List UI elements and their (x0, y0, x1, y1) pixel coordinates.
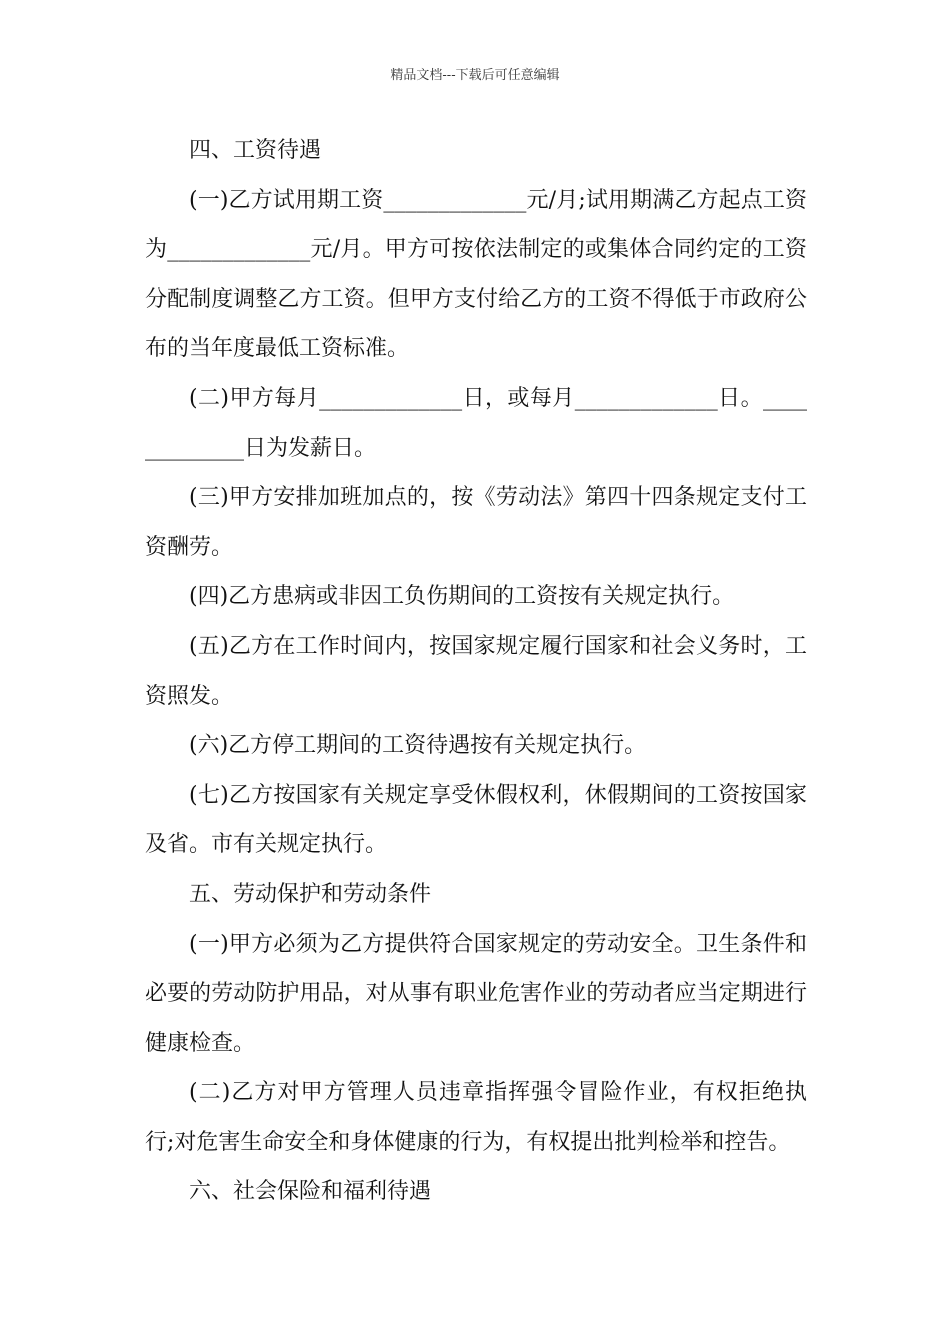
clause-sick-leave: (四)乙方患病或非因工负伤期间的工资按有关规定执行。 (189, 584, 735, 610)
clause-refuse-risky-work: (二)乙方对甲方管理人员违章指挥强令冒险作业，有权拒绝执行;对危害生命安全和身体健康的行为，有权提出批判检举和控告。 (145, 1080, 807, 1155)
clause-vacation: (七)乙方按国家有关规定享受休假权利，休假期间的工资按国家及省。市有关规定执行。 (145, 782, 807, 858)
clause-safety-conditions: (一)甲方必须为乙方提供符合国家规定的劳动安全。卫生条件和必要的劳动防护用品，对从事有职业危害作业的劳动者应当定期进行健康检查。 (145, 931, 807, 1056)
clause-work-stoppage: (六)乙方停工期间的工资待遇按有关规定执行。 (189, 733, 647, 759)
clause-payday: (二)甲方每月_____________日，或每月_____________日。_____________日为发薪日。 (145, 385, 807, 461)
section-heading-wages: 四、工资待遇 (189, 138, 322, 163)
section-heading-labor-protection: 五、劳动保护和劳动条件 (189, 881, 432, 907)
section-heading-social-insurance: 六、社会保险和福利待遇 (189, 1179, 432, 1205)
clause-probation-wage: (一)乙方试用期工资_____________元/月;试用期满乙方起点工资为_____________元/月。甲方可按依法制定的或集体合同约定的工资分配制度调整乙方工资。但甲方支付给乙方的工资不得低于市政府公布的当年度最低工资标准。 (145, 187, 807, 362)
clause-social-duty: (五)乙方在工作时间内，按国家规定履行国家和社会义务时，工资照发。 (145, 633, 807, 709)
clause-overtime: (三)甲方安排加班加点的，按《劳动法》第四十四条规定支付工资酬劳。 (145, 485, 807, 560)
document-body (145, 126, 807, 1217)
page-header: 精品文档---下载后可任意编辑 (390, 68, 560, 83)
